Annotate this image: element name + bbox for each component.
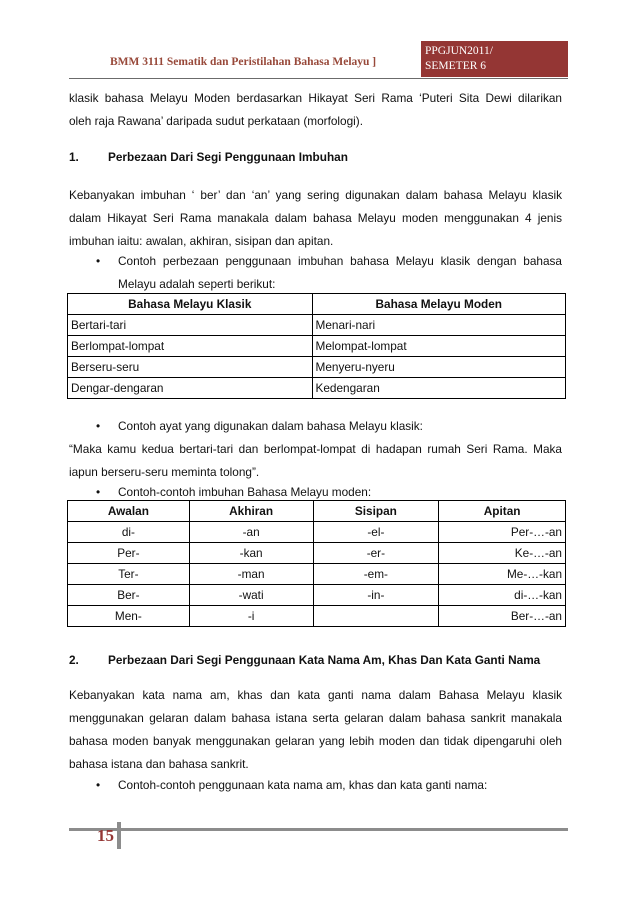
table-row [68,522,566,543]
table-row [68,357,566,378]
imbuhan-moden-table [67,500,566,627]
section-2-paragraph [69,684,562,776]
table-cell: -in- [313,585,439,606]
table-cell: Dengar-dengaran [68,378,313,399]
section-1-title: Perbezaan Dari Segi Penggunaan Imbuhan [108,150,348,164]
table-cell: Menyeru-nyeru [312,357,566,378]
table-row [68,336,566,357]
text-line: menggunakan gelaran dalam bahasa istana serta gelaran dalam bahasa sankrit manakala [69,711,562,725]
text-line: iapun berseru-seru meminta tolong”. [69,465,260,479]
table-cell: Melompat-lompat [312,336,566,357]
text-line: Contoh ayat yang digunakan dalam bahasa Melayu klasik: [118,419,423,433]
intro-paragraph [69,87,562,133]
section-2-heading [69,653,540,667]
table-cell: di- [68,522,190,543]
table-cell: -wati [189,585,313,606]
table-row [68,564,566,585]
table-header-cell: Akhiran [189,501,313,522]
section-2-number: 2. [69,653,79,667]
table-row [68,543,566,564]
text-line: Kebanyakan kata nama am, khas dan kata ganti nama dalam Bahasa Melayu klasik [69,688,562,702]
table-cell: Ke-…-an [439,543,566,564]
section-1-number: 1. [69,150,79,164]
text-line: imbuhan iaitu: awalan, akhiran, sisipan dan apitan. [69,234,334,248]
table-header-row [68,501,566,522]
table-header-cell: Sisipan [313,501,439,522]
table-cell: Berseru-seru [68,357,313,378]
table-cell: -i [189,606,313,627]
table-cell: -kan [189,543,313,564]
table-cell: Ber- [68,585,190,606]
table-cell: -em- [313,564,439,585]
text-line: Kebanyakan imbuhan ‘ ber’ dan ‘an’ yang sering digunakan dalam bahasa Melayu klasik [69,188,562,202]
table-row [68,606,566,627]
bullet-icon: • [96,419,101,433]
table-cell: Menari-nari [312,315,566,336]
table-header-cell: Awalan [68,501,190,522]
header-divider [69,78,568,79]
table-cell: Berlompat-lompat [68,336,313,357]
header-box-line1: PPGJUN2011/ [425,45,493,57]
quote-paragraph [69,438,562,484]
running-header-title: BMM 3111 Sematik dan Peristilahan Bahasa Melayu ] [110,56,377,68]
table-cell: Me-…-kan [439,564,566,585]
header-box-line2: SEMETER 6 [425,60,487,72]
table-cell: di-…-kan [439,585,566,606]
text-line: dalam Hikayat Seri Rama manakala dalam bahasa Melayu moden menggunakan 4 jenis [69,211,562,225]
table-cell: Men- [68,606,190,627]
table-header-cell: Apitan [439,501,566,522]
footer-separator [117,822,121,849]
table-header-cell: Bahasa Melayu Klasik [68,294,313,315]
section-2-title: Perbezaan Dari Segi Penggunaan Kata Nama Am, Khas Dan Kata Ganti Nama [108,653,541,667]
text-line: Contoh-contoh imbuhan Bahasa Melayu moden: [118,485,372,499]
table-cell: -el- [313,522,439,543]
section-1-heading [69,150,348,164]
table-cell: Ter- [68,564,190,585]
table-cell: -er- [313,543,439,564]
table-row [68,378,566,399]
text-line: Contoh-contoh penggunaan kata nama am, khas dan kata ganti nama: [118,778,488,792]
text-line: bahasa istana dan bahasa sankrit. [69,757,249,771]
table-cell [313,606,439,627]
bullet-icon: • [96,254,101,268]
text-line: bahasa moden banyak menggunakan gelaran yang lebih moden dan tidak dipengaruhi oleh [69,734,562,748]
table-cell: -man [189,564,313,585]
table-cell: Per-…-an [439,522,566,543]
table-cell: Kedengaran [312,378,566,399]
bullet-icon: • [96,778,101,792]
footer-divider [69,828,568,831]
text-line: Contoh perbezaan penggunaan imbuhan bahasa Melayu klasik dengan bahasa [118,254,562,268]
klasik-moden-table [67,293,566,399]
table-row [68,585,566,606]
bullet-icon: • [96,485,101,499]
table-cell: Ber-…-an [439,606,566,627]
text-line: klasik bahasa Melayu Moden berdasarkan Hikayat Seri Rama ‘Puteri Sita Dewi dilarikan [69,91,562,105]
text-line: Melayu adalah seperti berikut: [118,277,276,291]
table-header-cell: Bahasa Melayu Moden [312,294,566,315]
section-1-paragraph [69,184,562,253]
table-header-row [68,294,566,315]
text-line: “Maka kamu kedua bertari-tari dan berlompat-lompat di hadapan rumah Seri Rama. Maka [69,442,562,456]
table-cell: Bertari-tari [68,315,313,336]
table-row [68,315,566,336]
page-number: 15 [97,826,114,845]
table-cell: Per- [68,543,190,564]
table-cell: -an [189,522,313,543]
running-header-box [421,41,568,77]
text-line: oleh raja Rawana’ daripada sudut perkataan (morfologi). [69,114,364,128]
